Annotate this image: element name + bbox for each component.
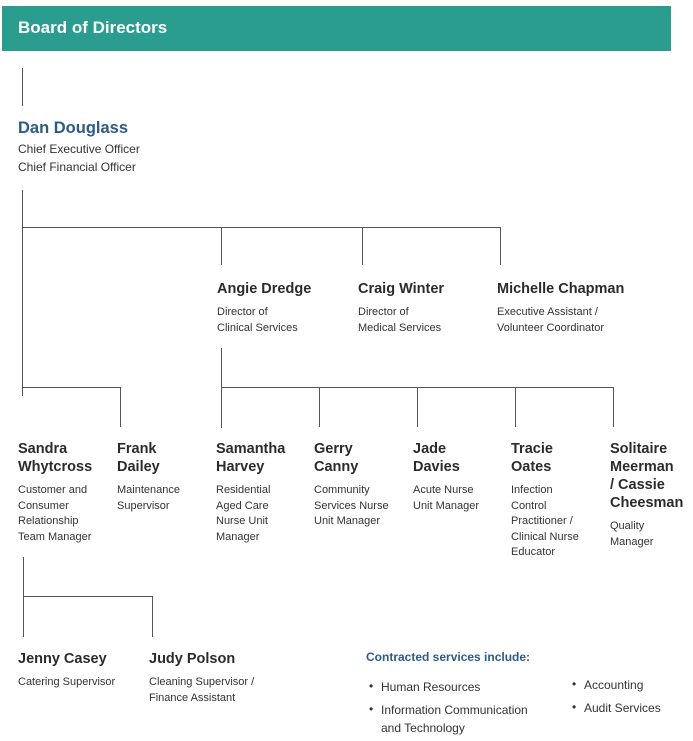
node-samantha-harvey (216, 440, 285, 545)
name-line: Jade (413, 441, 447, 457)
role-line: Manager (610, 535, 654, 548)
role-line: Educator (511, 546, 556, 558)
connector-michelle (500, 227, 501, 265)
connector-frank (120, 387, 121, 427)
person-name (117, 440, 180, 476)
name-line: Dailey (117, 459, 160, 475)
role-line: Clinical Nurse (511, 530, 579, 543)
role-line: Volunteer Coordinator (497, 321, 605, 334)
person-name: Craig Winter (358, 281, 445, 297)
bullet-icon: • (369, 702, 374, 716)
contracted-item-line: and Technology (381, 721, 465, 735)
connector-solitaire (613, 387, 614, 427)
person-role (497, 305, 624, 336)
person-role (18, 675, 115, 691)
person-name: Angie Dredge (217, 281, 312, 297)
role-line: Control (511, 499, 547, 512)
role-line: Manager (216, 530, 260, 543)
person-name (314, 440, 389, 476)
contracted-item (381, 678, 480, 696)
contracted-item-line: Accounting (584, 678, 644, 692)
node-judy-polson (149, 650, 254, 706)
connector-sandra-trunk (23, 557, 24, 637)
bullet-icon: • (369, 679, 374, 693)
person-role (358, 305, 444, 336)
node-frank-dailey (117, 440, 180, 514)
contracted-item (381, 701, 528, 737)
contracted-item (584, 699, 661, 717)
role-line: Acute Nurse (413, 484, 474, 496)
person-role (117, 483, 180, 514)
role-line: Nurse Unit (216, 515, 268, 527)
role-line: Director of (358, 306, 409, 318)
person-role (149, 675, 254, 706)
connector-jade (417, 387, 418, 427)
node-solitaire-cassie (610, 440, 683, 550)
contracted-item-line: Audit Services (584, 701, 661, 715)
connector-tracie (515, 387, 516, 427)
person-name: Jenny Casey (18, 651, 107, 667)
contracted-item-line: Human Resources (381, 680, 481, 694)
role-line: Customer and (18, 484, 88, 496)
connector-craig (362, 227, 363, 265)
connector-angie (221, 227, 222, 265)
role-line: Executive Assistant / (497, 306, 598, 318)
connector-angie-trunk (221, 348, 222, 428)
role-line: Catering Supervisor (18, 676, 116, 688)
role-line: Director of (217, 306, 268, 318)
role-line: Cleaning Supervisor / (149, 676, 255, 688)
name-line: Canny (314, 459, 359, 475)
ceo-role (18, 140, 140, 176)
role-line: Relationship (18, 515, 79, 527)
node-tracie-oates (511, 440, 579, 561)
name-line: Davies (413, 459, 460, 475)
person-name: Michelle Chapman (497, 281, 625, 297)
name-line: Gerry (314, 441, 353, 457)
name-line: Harvey (216, 459, 265, 475)
person-role (217, 305, 311, 336)
name-line: Cheesman (610, 495, 684, 511)
connector-level4-bar (23, 596, 152, 597)
role-line: Clinical Services (217, 321, 298, 334)
name-line: Samantha (216, 441, 286, 457)
role-line: Unit Manager (413, 499, 480, 512)
node-jenny-casey (18, 650, 115, 691)
role-line: Aged Care (216, 499, 269, 512)
ceo-role-line: Chief Executive Officer (18, 142, 140, 156)
role-line: Infection (511, 484, 553, 496)
person-name (511, 440, 579, 476)
person-name (18, 440, 92, 476)
board-of-directors-banner (2, 6, 671, 51)
person-role (18, 483, 92, 545)
role-line: Team Manager (18, 530, 92, 543)
connector-level2-bar (22, 227, 500, 228)
person-name: Judy Polson (149, 651, 236, 667)
node-angie-dredge (217, 280, 311, 336)
name-line: Sandra (18, 441, 68, 457)
bullet-icon: • (572, 677, 577, 691)
role-line: Quality (610, 520, 645, 532)
person-name (413, 440, 479, 476)
contracted-item-line: Information Communication (381, 703, 528, 717)
ceo-node (18, 118, 140, 176)
role-line: Practitioner / (511, 515, 573, 527)
name-line: Frank (117, 441, 157, 457)
role-line: Supervisor (117, 499, 170, 512)
contracted-item (584, 676, 643, 694)
name-line: Oates (511, 459, 552, 475)
board-title: Board of Directors (18, 18, 168, 37)
node-craig-winter (358, 280, 444, 336)
person-role (511, 483, 579, 561)
connector-judy (152, 596, 153, 637)
person-role (216, 483, 285, 545)
person-role (413, 483, 479, 514)
node-jade-davies (413, 440, 479, 514)
ceo-name: Dan Douglass (18, 119, 129, 137)
connector-board-to-ceo (22, 68, 23, 106)
node-michelle-chapman (497, 280, 624, 336)
role-line: Community (314, 484, 370, 496)
role-line: Residential (216, 484, 271, 496)
name-line: Meerman (610, 459, 674, 475)
connector-ceo-trunk (22, 190, 23, 396)
role-line: Maintenance (117, 484, 180, 496)
name-line: Solitaire (610, 441, 668, 457)
role-line: Medical Services (358, 321, 442, 334)
node-gerry-canny (314, 440, 389, 530)
role-line: Unit Manager (314, 515, 381, 527)
node-sandra-whytcross (18, 440, 92, 545)
connector-gerry (319, 387, 320, 427)
role-line: Services Nurse (314, 499, 389, 512)
ceo-role-line: Chief Financial Officer (18, 160, 136, 174)
person-role (610, 519, 683, 550)
name-line: / Cassie (610, 477, 665, 493)
person-name (216, 440, 285, 476)
connector-ceo-level3-bar (22, 387, 120, 388)
person-name (610, 440, 683, 512)
name-line: Tracie (511, 441, 553, 457)
person-role (314, 483, 389, 530)
role-line: Finance Assistant (149, 691, 236, 704)
role-line: Consumer (18, 499, 69, 512)
name-line: Whytcross (18, 459, 93, 475)
contracted-services-title: Contracted services include: (366, 650, 531, 664)
bullet-icon: • (572, 700, 577, 714)
